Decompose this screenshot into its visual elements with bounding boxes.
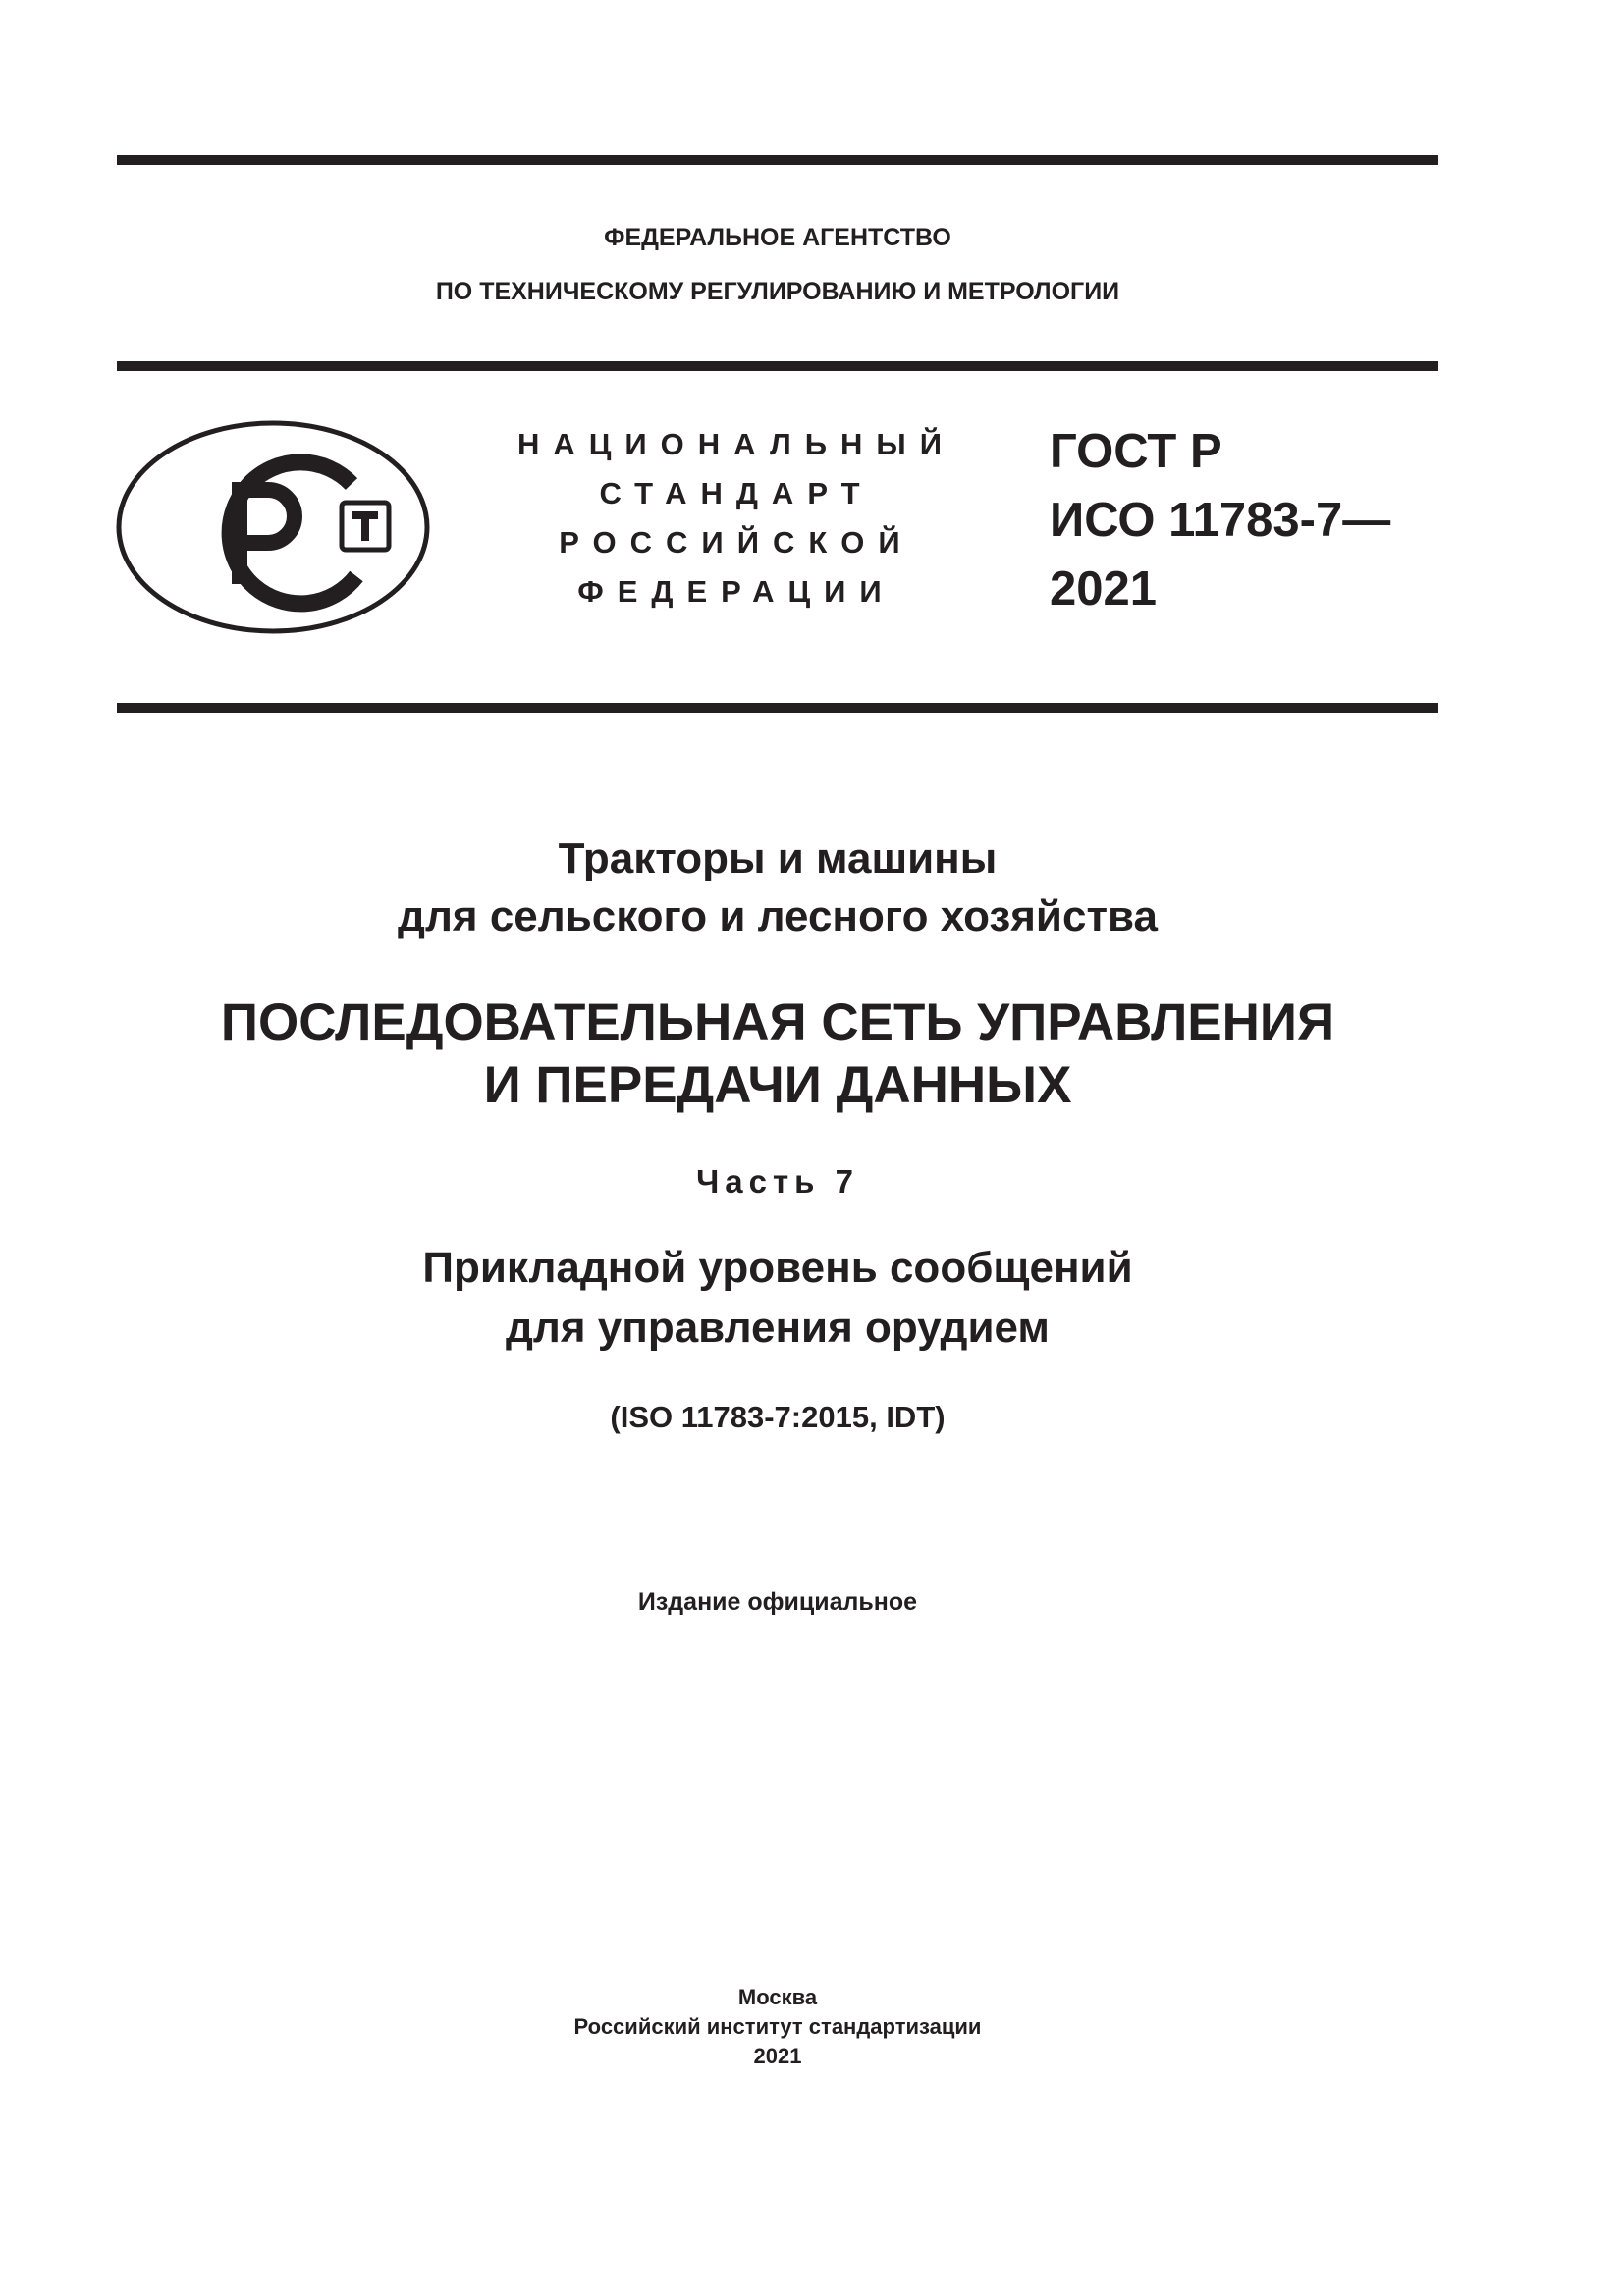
edition-note: Издание официальное (637, 1588, 918, 1616)
main-title-line-1: ПОСЛЕДОВАТЕЛЬНАЯ СЕТЬ УПРАВЛЕНИЯ (220, 993, 1335, 1051)
header-rule (117, 361, 1438, 371)
national-standard-line-1: НАЦИОНАЛЬНЫЙ (516, 427, 956, 461)
part-number: Часть 7 (696, 1163, 859, 1200)
imprint-year: 2021 (753, 2044, 802, 2068)
national-standard-line-3: РОССИЙСКОЙ (559, 525, 914, 560)
national-standard-block (511, 420, 962, 616)
part-title-line-2: для управления орудием (506, 1304, 1050, 1352)
general-title-line-2: для сельского и лесного хозяйства (398, 892, 1158, 940)
part-title-line-1: Прикладной уровень сообщений (422, 1244, 1133, 1292)
main-title (0, 991, 1555, 1117)
designation-line-3: 2021 (1050, 562, 1158, 615)
iso-reference: (ISO 11783-7:2015, IDT) (610, 1400, 946, 1434)
imprint-city: Москва (737, 1985, 818, 2009)
general-title-line-1: Тракторы и машины (558, 834, 998, 882)
designation-line-1: ГОСТ Р (1050, 425, 1222, 478)
national-standard-line-2: СТАНДАРТ (599, 476, 874, 510)
general-title (0, 829, 1555, 945)
imprint (0, 1983, 1555, 2071)
national-standard-line-4: ФЕДЕРАЦИИ (577, 574, 895, 609)
agency-line-2: ПО ТЕХНИЧЕСКОМУ РЕГУЛИРОВАНИЮ И МЕТРОЛОГИИ (435, 278, 1120, 305)
designation-line-2: ИСО 11783-7— (1050, 494, 1391, 547)
rst-mark-icon (115, 419, 431, 635)
part-title (0, 1238, 1555, 1358)
designation-rule (117, 703, 1438, 713)
main-title-line-2: И ПЕРЕДАЧИ ДАННЫХ (483, 1056, 1072, 1114)
agency-line-1: ФЕДЕРАЛЬНОЕ АГЕНТСТВО (604, 224, 951, 251)
imprint-publisher: Российский институт стандартизации (573, 2014, 982, 2039)
top-rule (117, 155, 1438, 165)
standard-designation (1050, 417, 1390, 623)
